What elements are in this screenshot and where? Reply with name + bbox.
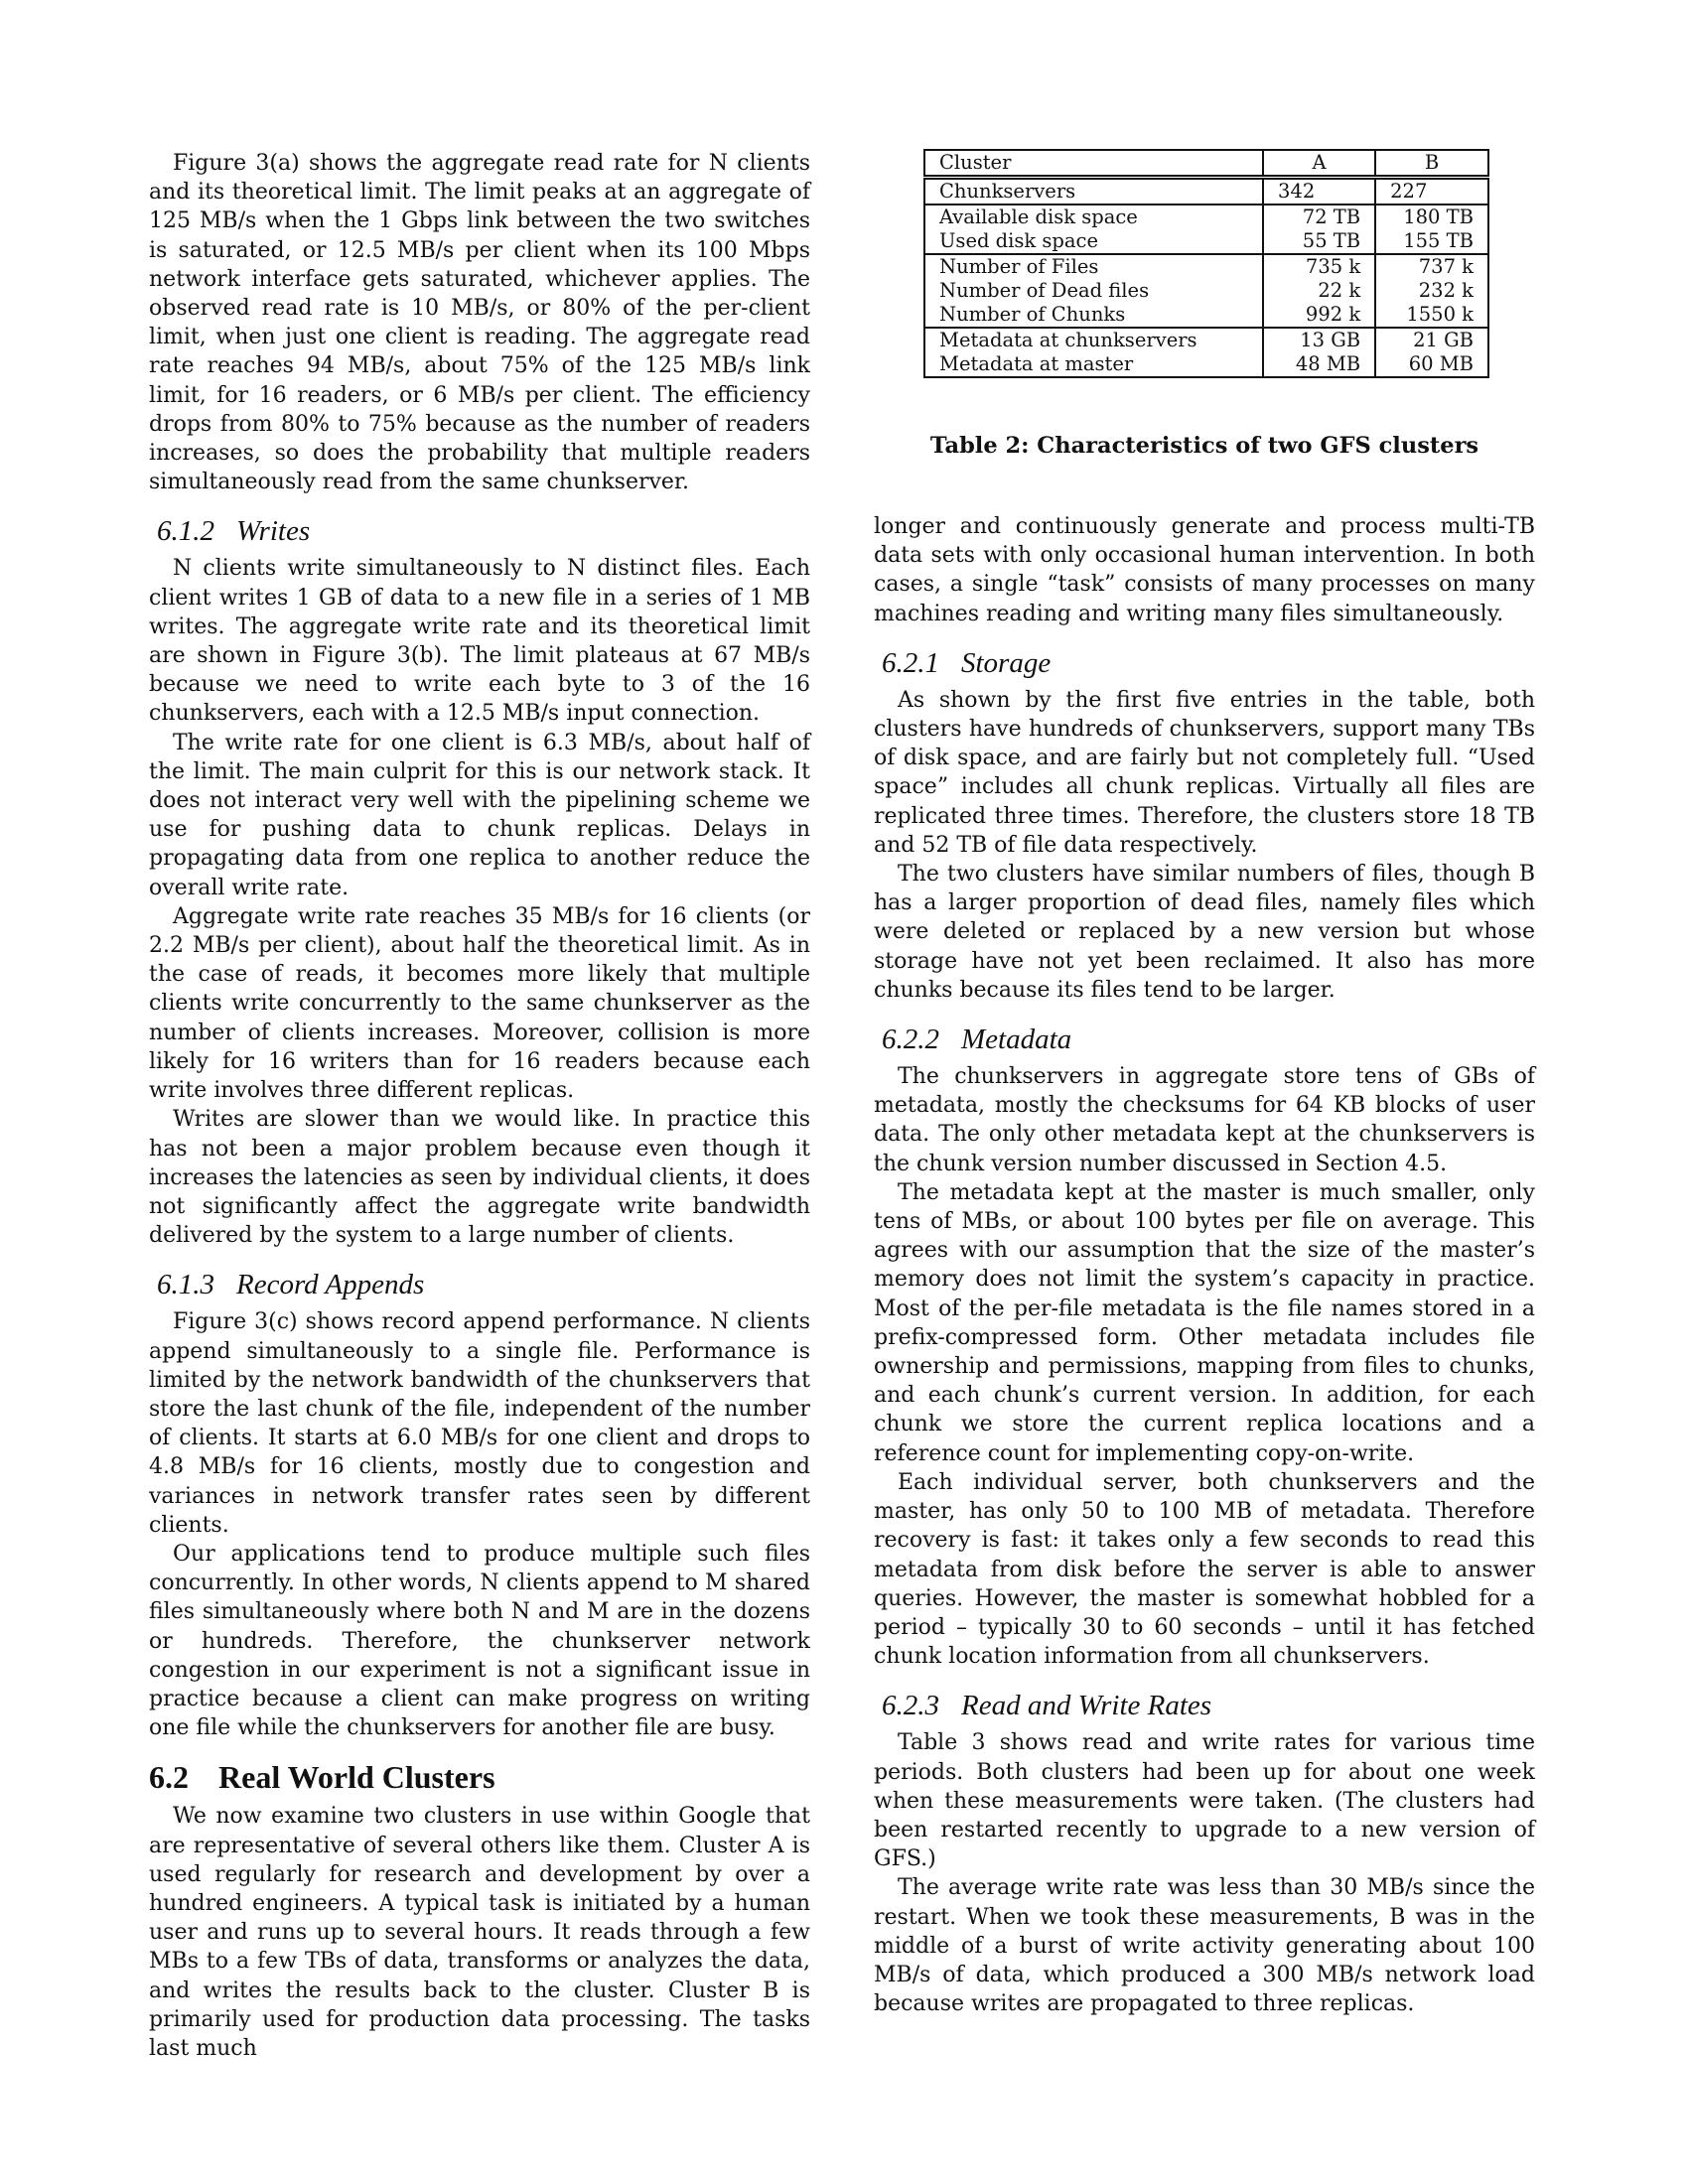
section-title: Record Appends — [236, 1269, 425, 1301]
table-row — [924, 328, 1488, 352]
table-row-label: Metadata at master — [924, 352, 1263, 377]
table-cell-b: 737 k — [1375, 254, 1488, 279]
paragraph-writes-intro: N clients write simultaneously to N distinct files. Each client writes 1 GB of data to a new file in a series of 1 MB writes. The aggregate write rate and its theoretical limit are shown in Figure 3(b). The limit plateaus at 67 MB/s because we need to write each byte to 3 of the 16 chunkservers, each with a 12.5 MB/s input connection. — [149, 556, 810, 727]
table-row — [924, 178, 1488, 205]
table-cell-b: 1550 k — [1406, 303, 1474, 326]
section-heading-real-world-clusters — [149, 1758, 810, 1796]
table-row — [924, 254, 1488, 279]
table-cell-a: 55 TB — [1263, 229, 1375, 254]
table-row — [924, 205, 1488, 229]
paragraph-write-rate-one-client: The write rate for one client is 6.3 MB/s, about half of the limit. The main culprit for this is our network stack. It does not interact very well with the pipelining scheme we use for pushing data to chunk replicas. Delays in propagating data from one replica to another reduce the overall write rate. — [149, 730, 810, 900]
table-cell-a: 735 k — [1263, 254, 1375, 279]
table-cell-b: 21 GB — [1375, 328, 1488, 352]
paragraph-average-write-rate: The average write rate was less than 30 MB/s since the restart. When we took these measurements, B was in the middle of a burst of write activity generating about 100 MB/s of data, which produced a 300 MB/s network load because writes are propagated to three replicas. — [874, 1875, 1535, 2017]
section-number: 6.1.3 — [157, 1269, 214, 1301]
clusters-table — [923, 149, 1489, 378]
table-cell-b: 60 MB — [1408, 352, 1474, 375]
section-number: 6.1.2 — [157, 515, 214, 548]
table-row-label: Number of Files — [924, 254, 1263, 279]
table-cell-b: 155 TB — [1403, 229, 1474, 252]
table-row-label: Available disk space — [924, 205, 1263, 229]
paragraph-chunkserver-metadata: The chunkservers in aggregate store tens of GBs of metadata, mostly the checksums for 64 KB blocks of user data. The only other metadata kept at the chunkservers is the chunk version number discussed in Section 4.5. — [874, 1064, 1535, 1176]
section-heading-read-write-rates — [882, 1689, 1535, 1722]
paragraph-aggregate-write-rate: Aggregate write rate reaches 35 MB/s for 16 clients (or 2.2 MB/s per client), about half the theoretical limit. As in the case of reads, it becomes more likely that multiple clients write concurrently to the same chunkserver as the number of clients increases. Moreover, collision is more likely for 16 writers than for 16 readers because each write involves three different replicas. — [149, 903, 810, 1104]
table-cell-a: 342 — [1263, 178, 1375, 205]
table-row — [924, 303, 1488, 328]
section-title: Read and Write Rates — [961, 1690, 1212, 1722]
table-row-label: Chunkservers — [924, 178, 1263, 205]
paragraph-multiple-files: Our applications tend to produce multiple such files concurrently. In other words, N clients append to M shared files simultaneously where both N and M are in the dozens or hundreds. Therefore, the chunkserver network congestion in our experiment is not a significant issue in practice because a client can make progress on writing one file while the chunkservers for another file are busy. — [149, 1541, 810, 1741]
section-number: 6.2.3 — [882, 1690, 939, 1722]
table-cell-a: 13 GB — [1263, 328, 1375, 352]
table-row-label: Metadata at chunkservers — [924, 328, 1263, 352]
table-cell-b: 180 TB — [1375, 205, 1488, 229]
section-heading-storage — [882, 646, 1535, 680]
table-row — [924, 352, 1488, 377]
table-cell-a: 22 k — [1263, 279, 1375, 303]
paragraph-dead-files: The two clusters have similar numbers of files, though B has a larger proportion of dead files, namely files which were deleted or replaced by a new version but whose storage have not yet been reclaimed. It also has more chunks because its files tend to be larger. — [874, 862, 1535, 1003]
table-2-container — [923, 149, 1489, 378]
section-heading-writes — [157, 514, 810, 548]
table-row-label: Used disk space — [924, 229, 1263, 254]
table-row — [924, 279, 1488, 303]
table-row-label: Number of Dead files — [924, 279, 1263, 303]
section-number: 6.2.1 — [882, 646, 939, 679]
paragraph-storage-entries: As shown by the first five entries in the table, both clusters have hundreds of chunkservers, support many TBs of disk space, and are fairly but not completely full. “Used space” includes all chunk replicas. Virtually all files are replicated three times. Therefore, the clusters store 18 TB and 52 TB of file data respectively. — [874, 687, 1535, 858]
paragraph-table-3-intro: Table 3 shows read and write rates for various time periods. Both clusters had been up for about one week when these measurements were taken. (The clusters had been restarted recently to upgrade to a new version of GFS.) — [874, 1730, 1535, 1872]
section-heading-record-appends — [157, 1268, 810, 1301]
table-header-cell: Cluster — [924, 150, 1263, 178]
paragraph-recovery: Each individual server, both chunkservers and the master, has only 50 to 100 MB of metadata. Therefore recovery is fast: it takes only a few seconds to read this metadata from disk before the server is able to answer queries. However, the master is somewhat hobbled for a period – typically 30 to 60 seconds – until it has fetched chunk location information from all chunkservers. — [874, 1469, 1535, 1670]
paragraph-record-append-performance: Figure 3(c) shows record append performance. N clients append simultaneously to a single file. Performance is limited by the network bandwidth of the chunkservers that store the last chunk of the file, independent of the number of clients. It starts at 6.0 MB/s for one client and drops to 4.8 MB/s for 16 clients, mostly due to congestion and variances in network transfer rates seen by different clients. — [149, 1309, 810, 1538]
paragraph-writes-slower: Writes are slower than we would like. In practice this has not been a major problem because even though it increases the latencies as seen by individual clients, it does not significantly affect the aggregate write bandwidth delivered by the system to a large number of clients. — [149, 1107, 810, 1249]
left-column — [149, 149, 810, 2063]
paragraph-master-metadata: The metadata kept at the master is much smaller, only tens of MBs, or about 100 bytes per file on average. This agrees with our assumption that the size of the master’s memory does not limit the system’s capacity in practice. Most of the per-file metadata is the file names stored in a prefix-compressed form. Other metadata includes file ownership and permissions, mapping from files to chunks, and each chunk’s current version. In addition, for each chunk we store the current replica locations and a reference count for implementing copy-on-write. — [874, 1179, 1535, 1466]
section-title: Writes — [236, 515, 311, 548]
table-cell-b: 227 — [1375, 178, 1488, 205]
table-cell-a: 72 TB — [1263, 205, 1375, 229]
table-row — [924, 229, 1488, 254]
table-header-cell: A — [1263, 150, 1375, 178]
paragraph-read-rate: Figure 3(a) shows the aggregate read rate for N clients and its theoretical limit. The limit peaks at an aggregate of 125 MB/s when the 1 Gbps link between the two switches is saturated, or 12.5 MB/s per client when its 100 Mbps network interface gets saturated, whichever applies. The observed read rate is 10 MB/s, or 80% of the per-client limit, when just one client is reading. The aggregate read rate reaches 94 MB/s, about 75% of the 125 MB/s link limit, for 16 readers, or 6 MB/s per client. The efficiency drops from 80% to 75% because as the number of readers increases, so does the probability that multiple readers simultaneously read from the same chunkserver. — [149, 151, 810, 495]
section-title: Real World Clusters — [218, 1759, 495, 1796]
table-header-row — [924, 150, 1488, 178]
table-header-cell: B — [1375, 150, 1488, 178]
table-cell-a: 48 MB — [1263, 352, 1375, 377]
table-cell-b: 232 k — [1418, 279, 1474, 302]
table-cell-a: 992 k — [1263, 303, 1375, 328]
section-title: Storage — [961, 646, 1052, 679]
section-number: 6.2 — [149, 1759, 189, 1796]
section-number: 6.2.2 — [882, 1024, 939, 1056]
section-title: Metadata — [961, 1024, 1072, 1056]
paragraph-clusters-intro: We now examine two clusters in use within Google that are representative of several others like them. Cluster A is used regularly for research and development by over a hundred engineers. A typical task is initiated by a human user and runs up to several hours. It reads through a few MBs to a few TBs of data, transforms or analyzes the data, and writes the results back to the cluster. Cluster B is primarily used for production data processing. The tasks last much — [149, 1804, 810, 2061]
paragraph-cluster-b-continued: longer and continuously generate and process multi-TB data sets with only occasional human intervention. In both cases, a single “task” consists of many processes on many machines reading and writing many files simultaneously. — [874, 514, 1535, 626]
table-caption: Table 2: Characteristics of two GFS clusters — [929, 433, 1479, 459]
right-column — [874, 512, 1535, 2018]
table-row-label: Number of Chunks — [924, 303, 1263, 328]
section-heading-metadata — [882, 1023, 1535, 1056]
